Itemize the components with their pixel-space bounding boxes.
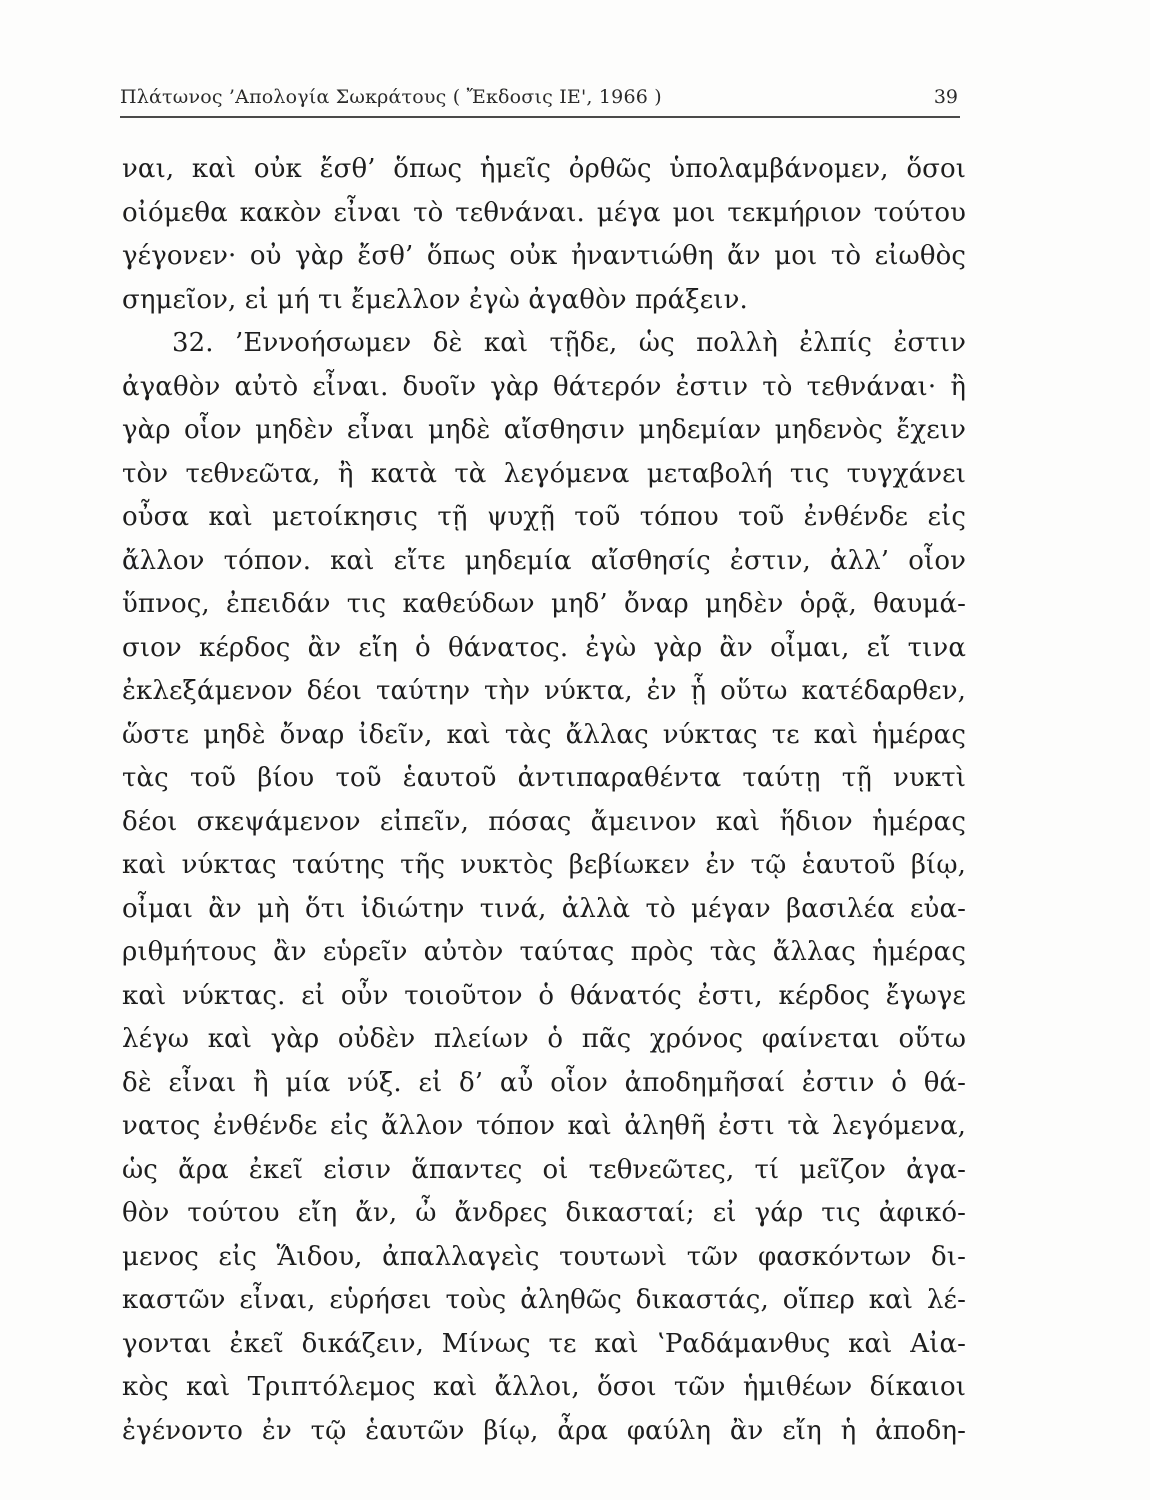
text-line: ναι, καὶ οὐκ ἔσθ’ ὅπως ἡμεῖς ὀρθῶς ὑπολαμβάνομεν, ὅσοι xyxy=(122,154,966,184)
text-line: ὥστε μηδὲ ὄναρ ἰδεῖν, καὶ τὰς ἄλλας νύκτας τε καὶ ἡμέρας xyxy=(122,719,966,750)
text-line: σιον κέρδος ἂν εἴη ὁ θάνατος. ἐγὼ γὰρ ἂν οἶμαι, εἴ τινα xyxy=(122,632,966,663)
text-line: μενος εἰς Ἅιδου, ἀπαλλαγεὶς τουτωνὶ τῶν φασκόντων δι- xyxy=(122,1241,966,1272)
text-line: ὕπνος, ἐπειδάν τις καθεύδων μηδ’ ὄναρ μηδὲν ὁρᾷ, θαυμά- xyxy=(122,589,966,619)
text-line: οὖσα καὶ μετοίκησις τῇ ψυχῇ τοῦ τόπου τοῦ ἐνθένδε εἰς xyxy=(122,502,966,532)
text-line: ριθμήτους ἂν εὑρεῖν αὐτὸν ταύτας πρὸς τὰς ἄλλας ἡμέρας xyxy=(122,937,966,967)
text-line: γονται ἐκεῖ δικάζειν, Μίνως τε καὶ ʽΡαδάμανθυς καὶ Αἰα- xyxy=(122,1328,966,1359)
text-line: καὶ νύκτας ταύτης τῆς νυκτὸς βεβίωκεν ἐν τῷ ἑαυτοῦ βίῳ, xyxy=(122,850,966,880)
text-line: θὸν τούτου εἴη ἄν, ὦ ἄνδρες δικασταί; εἰ γάρ τις ἀφικό- xyxy=(122,1198,966,1228)
text-line: ἄλλον τόπον. καὶ εἴτε μηδεμία αἴσθησίς ἐστιν, ἀλλ’ οἷον xyxy=(122,545,966,576)
text-line: σημεῖον, εἰ μή τι ἔμελλον ἐγὼ ἀγαθὸν πράξειν. xyxy=(122,284,748,315)
text-line: γὰρ οἷον μηδὲν εἶναι μηδὲ αἴσθησιν μηδεμίαν μηδενὸς ἔχειν xyxy=(122,415,966,445)
text-line: δὲ εἶναι ἢ μία νύξ. εἰ δ’ αὖ οἷον ἀποδημῆσαί ἐστιν ὁ θά- xyxy=(122,1067,966,1098)
text-line: κὸς καὶ Τριπτόλεμος καὶ ἄλλοι, ὅσοι τῶν ἡμιθέων δίκαιοι xyxy=(122,1372,966,1402)
text-line: λέγω καὶ γὰρ οὐδὲν πλείων ὁ πᾶς χρόνος φαίνεται οὕτω xyxy=(122,1024,966,1054)
running-header xyxy=(120,84,960,114)
body-text xyxy=(122,148,966,1453)
page-number: 39 xyxy=(933,86,958,108)
text-line: νατος ἐνθένδε εἰς ἄλλον τόπον καὶ ἀληθῆ ἐστι τὰ λεγόμενα, xyxy=(122,1111,966,1141)
text-line: οἶμαι ἂν μὴ ὅτι ἰδιώτην τινά, ἀλλὰ τὸ μέγαν βασιλέα εὐα- xyxy=(122,893,966,924)
text-line: γέγονεν· οὐ γὰρ ἔσθ’ ὅπως οὐκ ἠναντιώθη ἄν μοι τὸ εἰωθὸς xyxy=(122,241,966,271)
text-line: ὡς ἄρα ἐκεῖ εἰσιν ἅπαντες οἱ τεθνεῶτες, τί μεῖζον ἀγα- xyxy=(122,1154,966,1185)
text-line: καὶ νύκτας. εἰ οὖν τοιοῦτον ὁ θάνατός ἐστι, κέρδος ἔγωγε xyxy=(122,980,966,1011)
header-title: Πλάτωνος ’Απολογία Σωκράτους ( Ἔκδοσις ΙΕ', 1966 ) xyxy=(120,86,662,108)
text-line: οἰόμεθα κακὸν εἶναι τὸ τεθνάναι. μέγα μοι τεκμήριον τούτου xyxy=(122,197,966,228)
text-line: ἐκλεξάμενον δέοι ταύτην τὴν νύκτα, ἐν ᾗ οὕτω κατέδαρθεν, xyxy=(122,676,966,706)
text-line: ἐγένοντο ἐν τῷ ἑαυτῶν βίῳ, ἆρα φαύλη ἂν εἴη ἡ ἀποδη- xyxy=(122,1415,966,1446)
text-line: δέοι σκεψάμενον εἰπεῖν, πόσας ἄμεινον καὶ ἥδιον ἡμέρας xyxy=(122,806,966,837)
section-heading-line: 32. ’Εννοήσωμεν δὲ καὶ τῇδε, ὡς πολλὴ ἐλπίς ἐστιν xyxy=(172,328,966,358)
text-line: καστῶν εἶναι, εὑρήσει τοὺς ἀληθῶς δικαστάς, οἵπερ καὶ λέ- xyxy=(122,1285,966,1315)
text-line: τὸν τεθνεῶτα, ἢ κατὰ τὰ λεγόμενα μεταβολή τις τυγχάνει xyxy=(122,458,966,489)
text-line: τὰς τοῦ βίου τοῦ ἑαυτοῦ ἀντιπαραθέντα ταύτῃ τῇ νυκτὶ xyxy=(122,763,966,793)
text-line: ἀγαθὸν αὐτὸ εἶναι. δυοῖν γὰρ θάτερόν ἐστιν τὸ τεθνάναι· ἢ xyxy=(122,371,966,402)
header-rule xyxy=(120,116,960,118)
